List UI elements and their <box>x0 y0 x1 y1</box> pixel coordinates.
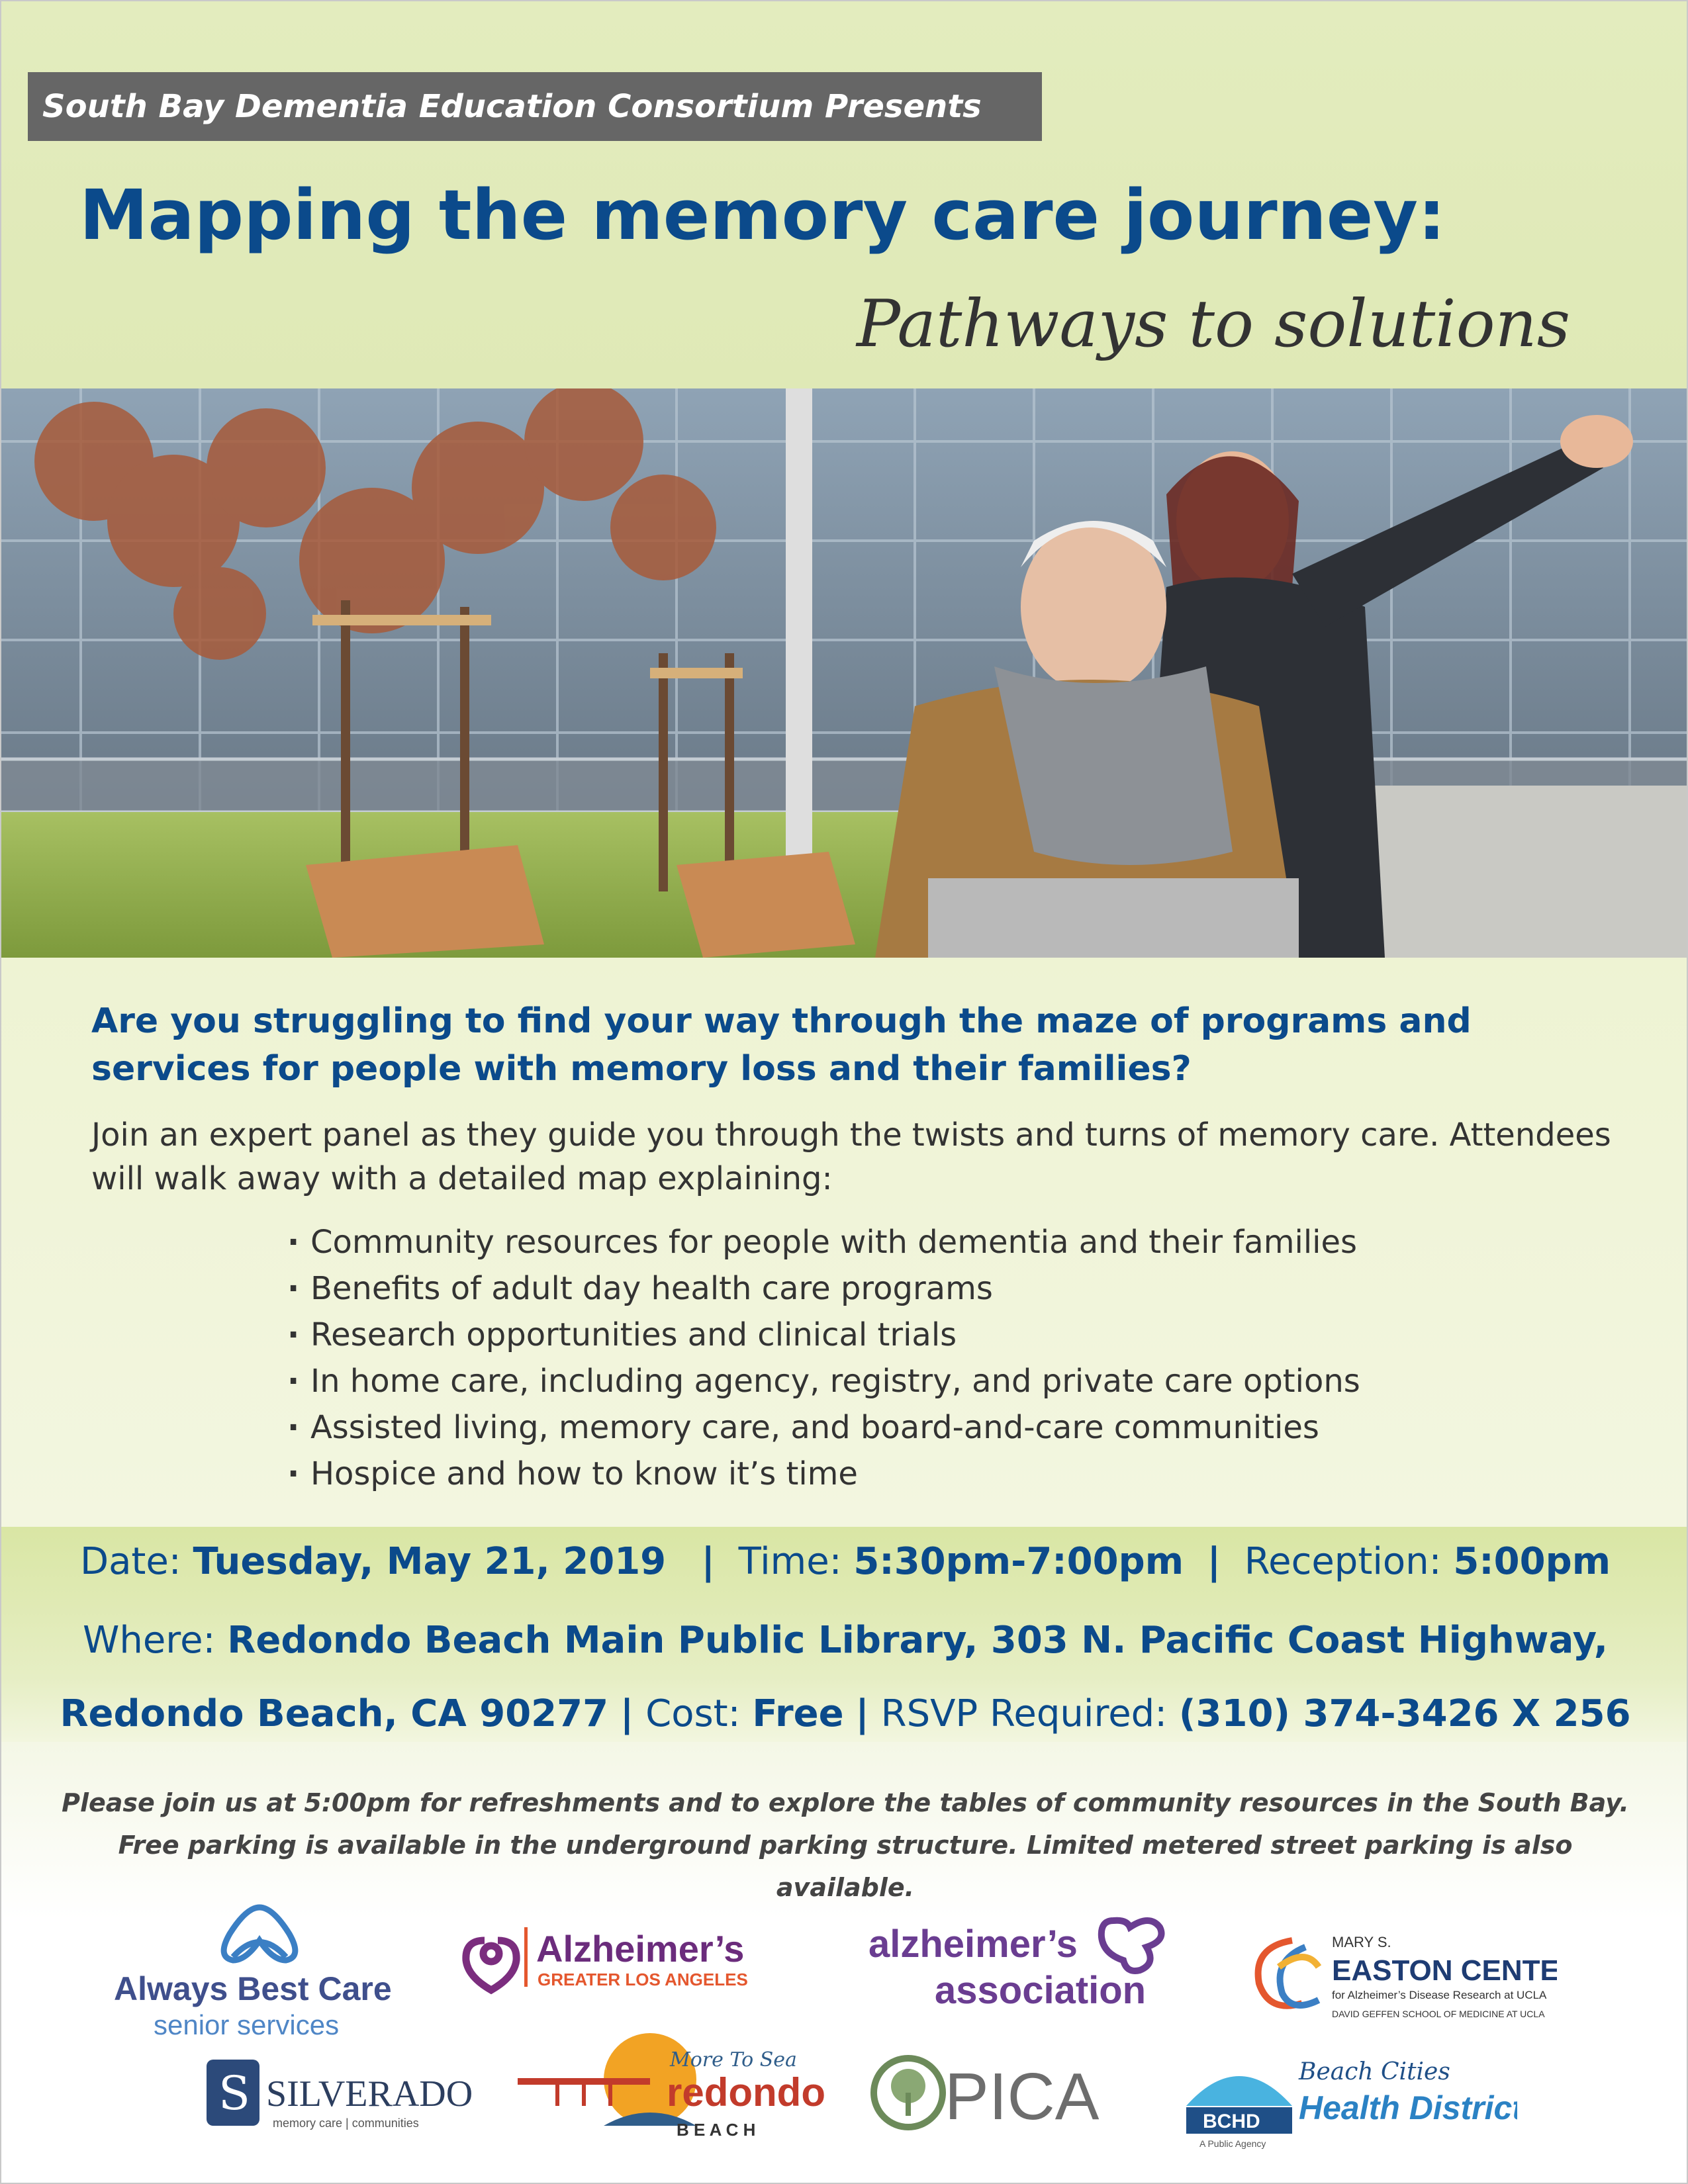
topic-item: · In home care, including agency, registry, and private care options <box>287 1358 1578 1404</box>
bchd-mark <box>1173 2033 1517 2152</box>
topics-list <box>287 1219 1578 1497</box>
easton-name: EASTON CENTER <box>1332 1954 1557 1987</box>
topic-item: · Hospice and how to know it’s time <box>287 1451 1578 1497</box>
always-best-care-mark <box>101 1894 445 2040</box>
separator: | <box>1207 1540 1221 1583</box>
intro-paragraph: Join an expert panel as they guide you through the twists and turns of memory care. Attendees will walk away with a detailed map explaining: <box>91 1116 1611 1197</box>
easton-center-mark <box>1239 1921 1557 2033</box>
redondo-name: redondo <box>667 2070 825 2115</box>
page-title: Mapping the memory care journey: <box>79 175 1446 255</box>
redondo-beach-mark <box>518 2026 835 2159</box>
hero-photo <box>1 388 1688 958</box>
rsvp-label: RSVP Required: <box>880 1692 1168 1735</box>
event-time: 5:30pm-7:00pm <box>853 1540 1184 1583</box>
always-best-care-name: Always Best Care <box>114 1970 392 2007</box>
where-line <box>1 1614 1688 1667</box>
topic-item: · Assisted living, memory care, and board-and-care communities <box>287 1404 1578 1451</box>
redondo-sub: B E A C H <box>677 2120 756 2140</box>
silverado-name: SILVERADO <box>266 2073 473 2115</box>
hero-photo-illustration <box>1 388 1688 958</box>
bchd-name: Health District <box>1299 2089 1517 2126</box>
reception-time: 5:00pm <box>1453 1540 1611 1583</box>
alz-association-line1: alzheimer’s <box>868 1923 1078 1966</box>
silverado-logo <box>200 2053 491 2146</box>
easton-center-logo <box>1239 1921 1557 2033</box>
bchd-abbr: BCHD <box>1203 2111 1260 2132</box>
redondo-slogan: More To Sea <box>670 2048 797 2071</box>
always-best-care-logo <box>101 1894 445 2040</box>
alz-gla-tagline: GREATER LOS ANGELES <box>538 1970 748 1989</box>
easton-line1: for Alzheimer’s Disease Research at UCLA <box>1332 1989 1547 2001</box>
bchd-sub: A Public Agency <box>1199 2138 1266 2149</box>
presenter-banner: South Bay Dementia Education Consortium Presents <box>28 72 1042 141</box>
rsvp-phone: (310) 374-3426 X 256 <box>1178 1692 1631 1735</box>
silverado-tagline: memory care | communities <box>273 2116 419 2130</box>
question-heading: Are you struggling to find your way through the maze of programs and services for people with memory loss and their families? <box>91 1001 1472 1089</box>
parking-note: Please join us at 5:00pm for refreshments and to explore the tables of community resources in the South Bay. Free parking is available in the underground parking structure. Limited metered street parking is also available. <box>62 1788 1629 1902</box>
easton-top: MARY S. <box>1332 1934 1391 1950</box>
alz-association-mark <box>862 1907 1206 2026</box>
cost-label: Cost: <box>645 1692 741 1735</box>
date-label: Date: <box>79 1540 181 1583</box>
event-cost: Free <box>752 1692 844 1735</box>
alz-association-line2: association <box>935 1969 1147 2012</box>
separator: | <box>701 1540 715 1583</box>
silverado-letter: S <box>218 2066 250 2120</box>
topic-item: · Community resources for people with dementia and their families <box>287 1219 1578 1265</box>
separator: | <box>855 1692 869 1735</box>
cost-rsvp-line <box>1 1688 1688 1741</box>
opica-logo <box>862 2046 1113 2139</box>
separator: | <box>620 1692 634 1735</box>
topic-item: · Benefits of adult day health care programs <box>287 1265 1578 1312</box>
opica-name: PICA <box>945 2060 1100 2134</box>
easton-line2: DAVID GEFFEN SCHOOL OF MEDICINE AT UCLA <box>1332 2009 1545 2019</box>
date-time-line <box>1 1535 1688 1588</box>
time-label: Time: <box>738 1540 842 1583</box>
event-location-city: Redondo Beach, CA 90277 <box>60 1692 609 1735</box>
bchd-logo <box>1173 2033 1517 2152</box>
bchd-script: Beach Cities <box>1299 2058 1450 2085</box>
always-best-care-tagline: senior services <box>154 2009 340 2040</box>
alz-gla-name: Alzheimer’s <box>536 1928 745 1970</box>
redondo-beach-logo <box>518 2026 835 2159</box>
opica-mark <box>862 2046 1113 2139</box>
where-label: Where: <box>82 1619 216 1662</box>
reception-label: Reception: <box>1244 1540 1442 1583</box>
event-date: Tuesday, May 21, 2019 <box>193 1540 667 1583</box>
alz-gla-logo <box>458 1914 816 2007</box>
alz-gla-mark <box>458 1914 816 2007</box>
topic-item: · Research opportunities and clinical trials <box>287 1312 1578 1358</box>
event-location: Redondo Beach Main Public Library, 303 N. Pacific Coast Highway, <box>227 1619 1609 1662</box>
silverado-mark <box>200 2053 491 2146</box>
alz-association-logo <box>862 1907 1206 2026</box>
page-subtitle: Pathways to solutions <box>857 287 1570 362</box>
